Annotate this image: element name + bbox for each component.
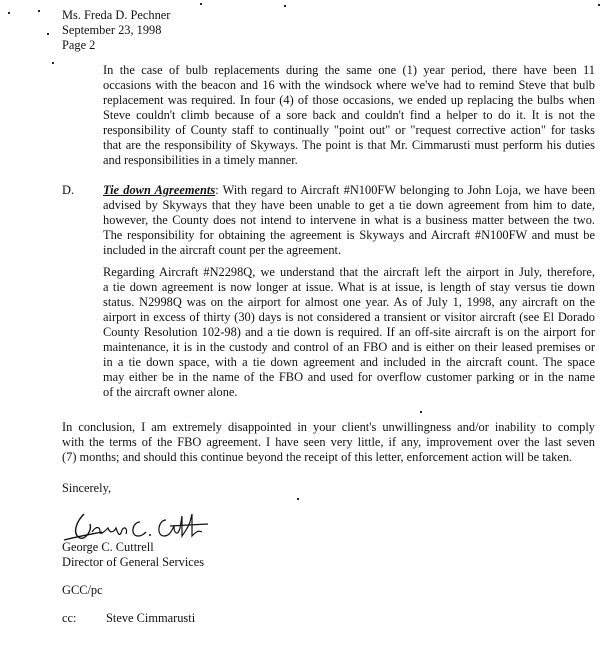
- text-line: with the terms of the FBO agreement. I have seen very little, if any, improvement over the last seven: [62, 435, 595, 449]
- text-line: (7) months; and should this continue beyond the receipt of this letter, enforcement action will be taken.: [62, 450, 573, 464]
- signer-name: George C. Cuttrell: [62, 540, 154, 554]
- section-tie-down-agreements: [103, 183, 595, 258]
- text-line: The responsibility for obtaining the agreement is Skyways and Aircraft #N100FW and must be: [103, 228, 595, 242]
- scan-speck: [52, 62, 54, 64]
- cc-recipient: Steve Cimmarusti: [106, 611, 196, 625]
- text-line: however, the County does not intend to intervene in what is a business matter between the two.: [103, 213, 595, 227]
- recipient-name: Ms. Freda D. Pechner: [62, 8, 171, 22]
- scan-speck: [297, 498, 299, 500]
- paragraph-conclusion: [62, 420, 595, 465]
- text-line: responsibility of County staff to continually "point out" or "request corrective action" for tasks: [103, 123, 595, 137]
- text-line: and responsibilities in a timely manner.: [103, 153, 298, 167]
- text-line: In conclusion, I am extremely disappointed in your client's unwillingness and/or inability to comply: [62, 420, 595, 434]
- section-first-line-text: : With regard to Aircraft #N100FW belonging to John Loja, we have been: [215, 183, 596, 197]
- text-line: In the case of bulb replacements during the same one (1) year period, there have been 11: [103, 63, 595, 77]
- text-line: Steve couldn't climb because of a sore back and couldn't find a helper to do it. It is not the: [103, 108, 595, 122]
- scan-speck: [38, 10, 40, 12]
- scan-speck: [598, 4, 600, 6]
- paragraph-aircraft-n2298q: [103, 265, 595, 400]
- scan-speck: [8, 12, 10, 14]
- scan-speck: [200, 3, 202, 5]
- signer-title: Director of General Services: [62, 555, 205, 569]
- text-line: of the aircraft owner alone.: [103, 385, 238, 399]
- page-number: Page 2: [62, 38, 96, 52]
- text-line: status. N2998Q was on the airport for almost one year. As of July 1, 1998, any aircraft on the: [103, 295, 595, 309]
- paragraph-bulb-replacements: [103, 63, 595, 168]
- text-line: may either be in the name of the FBO and used for overflow customer parking or in the name: [103, 370, 595, 384]
- text-line: replacement was required. In four (4) of those occasions, we ended up replacing the bulbs when: [103, 93, 595, 107]
- text-line: in a tie down space, with a tie down agreement and included in the aircraft count. The space: [103, 355, 595, 369]
- letter-date: September 23, 1998: [62, 23, 162, 37]
- text-line: advised by Skyways that they have been unable to get a tie down agreement from him to date,: [103, 198, 595, 212]
- scan-speck: [284, 5, 286, 7]
- typist-initials: GCC/pc: [62, 583, 103, 597]
- text-line: included in the aircraft count per the agreement.: [103, 243, 342, 257]
- text-line: occasions with the beacon and 16 with the windsock where we've had to remind Steve that bulb: [103, 78, 595, 92]
- cc-label: cc:: [62, 611, 77, 625]
- closing-salutation: Sincerely,: [62, 481, 112, 495]
- text-line: airport in excess of thirty (30) days is not considered a transient or visitor aircraft (see El Dorado: [103, 310, 595, 324]
- text-line: Regarding Aircraft #N2298Q, we understand that the aircraft left the airport in July, therefore,: [103, 265, 595, 279]
- scan-speck: [47, 33, 49, 35]
- section-title: Tie down Agreements: [103, 183, 216, 197]
- text-line: maintenance, it is in the custody and control of an FBO and is either on their leased premises or: [103, 340, 595, 354]
- scan-speck: [420, 411, 422, 413]
- section-first-line: [103, 183, 595, 198]
- text-line: County Resolution 102-98) and a tie down is required. If an off-site aircraft is on the airport for: [103, 325, 595, 339]
- text-line: that are the responsibility of Skyways. The point is that Mr. Cimmarusti must perform his duties: [103, 138, 595, 152]
- text-line: a tie down agreement is now longer at issue. What is at issue, is length of stay versus tie down: [103, 280, 595, 294]
- section-letter: D.: [62, 183, 75, 197]
